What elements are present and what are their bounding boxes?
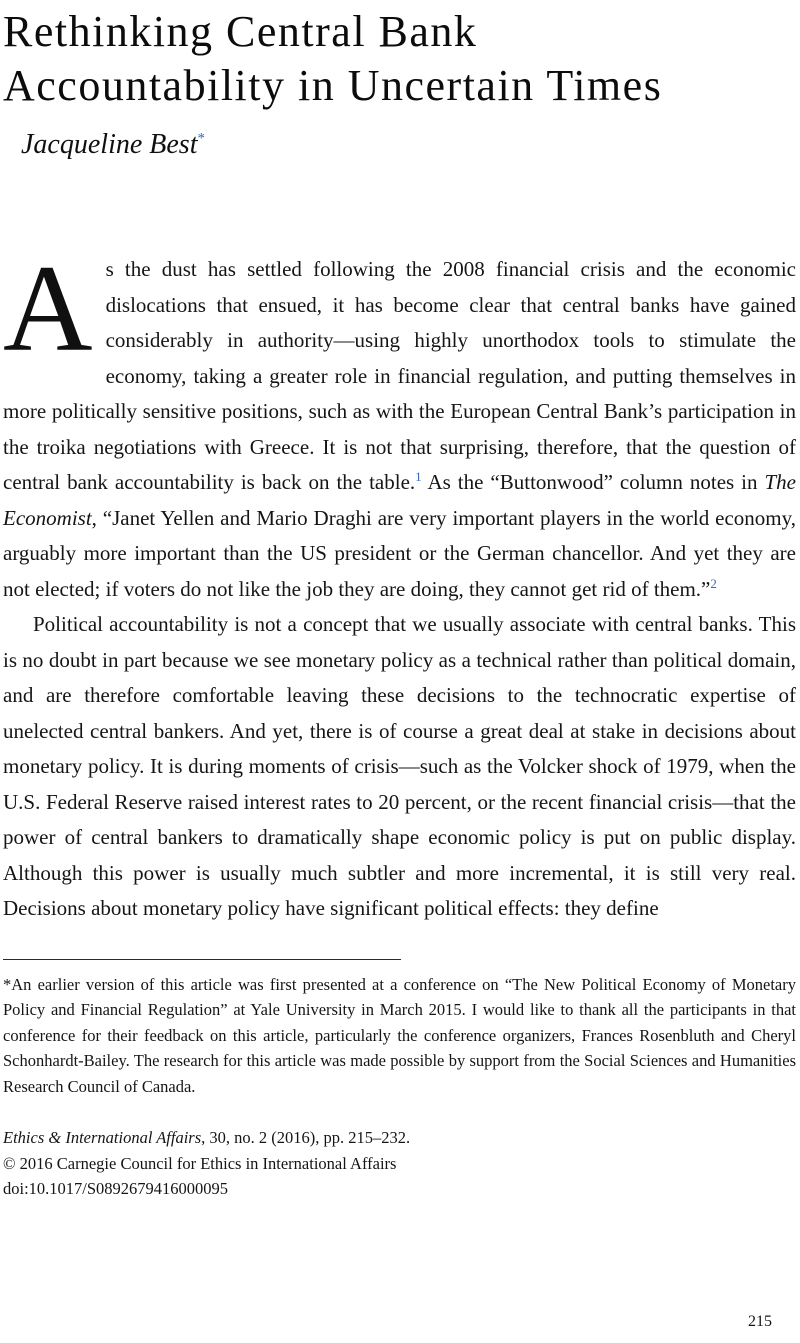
paragraph-2: Political accountability is not a concept that we usually associate with central banks. This is no doubt in part because we see monetary policy as a technical rather than political domain, and are therefore comfortable leaving these decisions to the technocratic expertise of unelected central bankers. And yet, there is of course a great deal at stake in decisions about monetary policy. It is during moments of crisis—such as the Volcker shock of 1979, when the U.S. Federal Reserve raised interest rates to 20 percent, or the recent financial crisis—that the power of central bankers to dramatically shape economic policy is put on public display. Although this power is usually much subtler and more incremental, it is still very real. Decisions about monetary policy have significant political effects: they define — [3, 612, 796, 920]
article-body — [3, 240, 796, 927]
author-footnote — [3, 972, 796, 1100]
journal-citation-line — [3, 1125, 796, 1151]
journal-citation-block — [3, 1125, 796, 1202]
footnote-star: * — [3, 974, 12, 994]
title-line-2: Accountability in Uncertain Times — [3, 61, 663, 110]
drop-cap: A — [3, 240, 93, 377]
copyright-line: © 2016 Carnegie Council for Ethics in International Affairs — [3, 1153, 397, 1173]
footnote-2-link[interactable]: 2 — [710, 575, 717, 591]
article-title — [3, 5, 796, 113]
paragraph-1-text: As the “Buttonwood” column notes in — [421, 470, 765, 494]
footnote-1-link[interactable]: 1 — [415, 469, 422, 484]
page-number: 215 — [748, 1313, 772, 1330]
footnote-text: An earlier version of this article was first presented at a conference on “The New Political Economy of Monetary Policy and Financial Regulation” at Yale University in March 2015. I would like to thank all the participants in that conference for their feedback on this article, particularly the conference organizers, Frances Rosenbluth and Cheryl Schonhardt-Bailey. The research for this article was made possible by support from the Social Sciences and Humanities Research Council of Canada. — [3, 974, 796, 1096]
title-line-1: Rethinking Central Bank — [3, 7, 478, 56]
footnote-separator-rule — [3, 959, 401, 960]
author-byline — [21, 128, 796, 162]
citation-details: , 30, no. 2 (2016), pp. 215–232. — [201, 1128, 411, 1147]
paragraph-1-text: , “Janet Yellen and Mario Draghi are very important players in the world economy, arguably more important than the US president or the German chancellor. And yet they are not elected; if voters do not like the job they are doing, they cannot get rid of them.” — [3, 505, 796, 601]
page-footer — [3, 959, 796, 1330]
article-header — [3, 5, 796, 162]
cited-publication-name: The Economist — [3, 470, 796, 530]
author-name: Jacqueline Best — [21, 129, 198, 160]
author-footnote-marker[interactable]: * — [197, 130, 205, 147]
journal-name: Ethics & International Affairs — [3, 1128, 202, 1147]
paragraph-1-text: s the dust has settled following the 2008 financial crisis and the economic dislocations that ensued, it has become clear that central banks have gained considerably in authority—using highly unorthodox tools to stimulate the economy, taking a greater role in financial regulation, and putting themselves in more politically sensitive positions, such as with the European Central Bank’s participation in the troika negotiations with Greece. It is not that surprising, therefore, that the question of central bank accountability is back on the table. — [3, 257, 796, 494]
doi-line: doi:10.1017/S0892679416000095 — [3, 1179, 229, 1198]
paragraph-1 — [3, 240, 796, 607]
